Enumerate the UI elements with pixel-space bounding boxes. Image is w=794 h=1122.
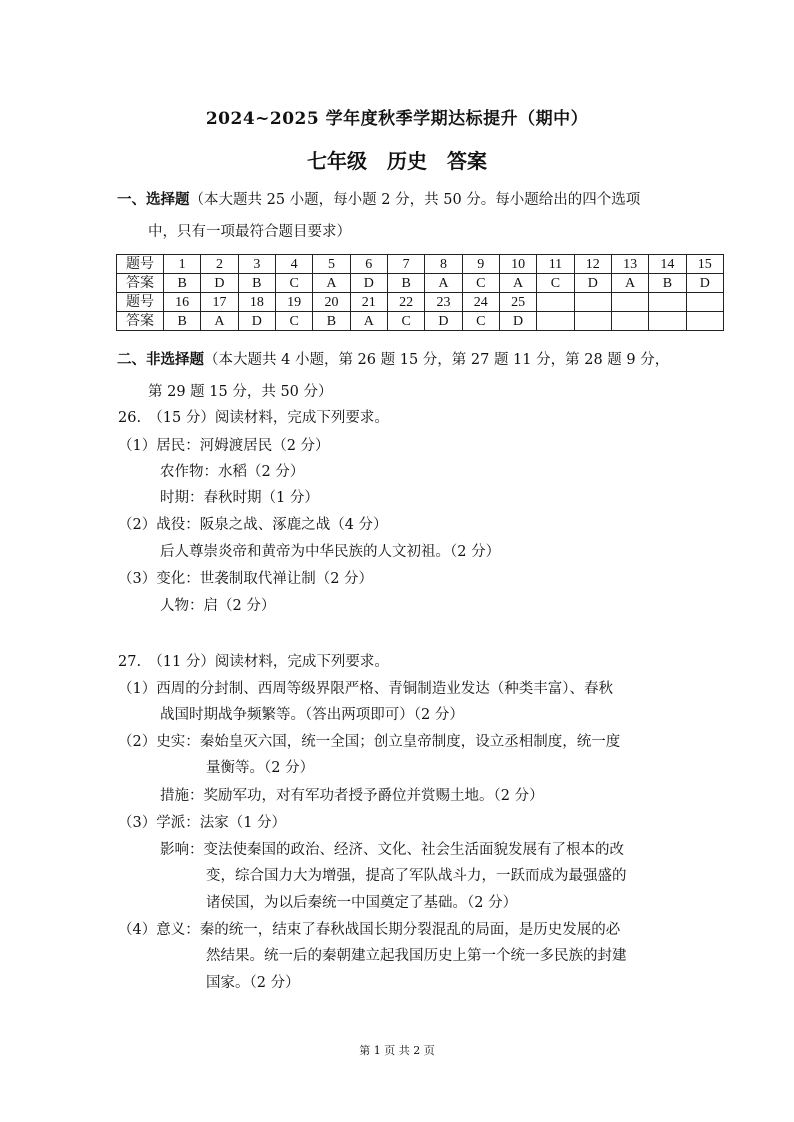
table-row <box>117 274 724 293</box>
q27-part3-line3: 变，综合国力大为增强，提高了军队战斗力，一跃而成为最强盛的 <box>206 868 627 884</box>
table-cell: 11 <box>537 255 574 274</box>
row-label-question: 题号 <box>117 255 164 274</box>
table-cell: 19 <box>275 293 312 312</box>
table-cell: 7 <box>387 255 424 274</box>
q26-part3-line2: 人物：启（2 分） <box>160 598 276 614</box>
q26-title: 26. （15 分）阅读材料，完成下列要求。 <box>118 410 389 426</box>
q26-part1-line1: （1）居民：河姆渡居民（2 分） <box>118 438 330 454</box>
table-cell: B <box>164 312 201 331</box>
q27-part4-line3: 国家。（2 分） <box>206 975 300 991</box>
q26-part1-line3: 时期：春秋时期（1 分） <box>160 490 319 506</box>
section2-desc-line1: （本大题共 4 小题，第 26 题 15 分，第 27 题 11 分，第 28 题 9 分， <box>204 352 670 368</box>
table-cell: C <box>387 312 424 331</box>
table-cell: B <box>164 274 201 293</box>
table-cell: A <box>611 274 648 293</box>
table-cell: D <box>686 274 723 293</box>
q27-part3-line1: （3）学派：法家（1 分） <box>118 815 287 831</box>
table-cell <box>686 312 723 331</box>
q27-part4-line1: （4）意义：秦的统一，结束了春秋战国长期分裂混乱的局面，是历史发展的必 <box>118 922 621 938</box>
table-cell: 21 <box>350 293 387 312</box>
row-label-answer: 答案 <box>117 312 164 331</box>
q26-part3-line1: （3）变化：世袭制取代禅让制（2 分） <box>118 571 374 587</box>
table-cell: C <box>462 274 499 293</box>
table-row <box>117 255 724 274</box>
table-cell: 15 <box>686 255 723 274</box>
table-cell <box>649 312 686 331</box>
table-cell: 8 <box>425 255 462 274</box>
table-cell: A <box>201 312 238 331</box>
section1-desc-line2: 中，只有一项最符合题目要求） <box>148 224 351 240</box>
table-cell <box>611 312 648 331</box>
table-cell: 18 <box>238 293 275 312</box>
q27-part2-line1: （2）史实：秦始皇灭六国，统一全国；创立皇帝制度，设立丞相制度，统一度 <box>118 734 621 750</box>
page-number: 第 1 页 共 2 页 <box>359 1044 435 1057</box>
table-cell: 24 <box>462 293 499 312</box>
table-cell: 5 <box>313 255 350 274</box>
table-cell: D <box>238 312 275 331</box>
table-cell: 3 <box>238 255 275 274</box>
section1-line1 <box>117 190 640 210</box>
q27-part4-line2: 然结果。统一后的秦朝建立起我国历史上第一个统一多民族的封建 <box>206 948 627 964</box>
table-cell: 14 <box>649 255 686 274</box>
table-cell <box>574 293 611 312</box>
table-cell: 13 <box>611 255 648 274</box>
q27-title: 27. （11 分）阅读材料，完成下列要求。 <box>118 654 389 670</box>
table-cell: 25 <box>499 293 536 312</box>
table-cell: D <box>425 312 462 331</box>
table-row <box>117 293 724 312</box>
table-cell: D <box>574 274 611 293</box>
table-cell <box>611 293 648 312</box>
section1-desc-line1: （本大题共 25 小题，每小题 2 分，共 50 分。每小题给出的四个选项 <box>189 192 641 208</box>
q27-part2-line3: 措施：奖励军功，对有军功者授予爵位并赏赐土地。（2 分） <box>160 788 544 804</box>
table-cell: A <box>350 312 387 331</box>
table-cell: C <box>462 312 499 331</box>
section2-desc-line2: 第 29 题 15 分，共 50 分） <box>148 384 333 400</box>
table-cell: D <box>499 312 536 331</box>
section2-heading: 二、非选择题 <box>117 351 204 368</box>
table-cell: 10 <box>499 255 536 274</box>
q27-part2-line2: 量衡等。（2 分） <box>206 760 315 776</box>
document-title: 2024~2025 学年度秋季学期达标提升（期中） <box>205 109 589 129</box>
table-cell: 6 <box>350 255 387 274</box>
table-cell: C <box>275 312 312 331</box>
table-cell: 12 <box>574 255 611 274</box>
table-cell: 22 <box>387 293 424 312</box>
table-cell: A <box>499 274 536 293</box>
document-subtitle: 七年级 历史 答案 <box>307 149 487 173</box>
section2-line1 <box>117 350 669 370</box>
table-cell: 2 <box>201 255 238 274</box>
table-cell <box>686 293 723 312</box>
table-cell: 9 <box>462 255 499 274</box>
table-cell: C <box>537 274 574 293</box>
q27-part1-line1: （1）西周的分封制、西周等级界限严格、青铜制造业发达（种类丰富）、春秋 <box>118 681 613 697</box>
q26-part2-line1: （2）战役：阪泉之战、涿鹿之战（4 分） <box>118 517 388 533</box>
table-cell: 16 <box>164 293 201 312</box>
table-cell: 23 <box>425 293 462 312</box>
table-cell: B <box>313 312 350 331</box>
row-label-question: 题号 <box>117 293 164 312</box>
table-cell: 4 <box>275 255 312 274</box>
table-cell: A <box>425 274 462 293</box>
table-cell <box>574 312 611 331</box>
table-cell <box>537 312 574 331</box>
table-cell: B <box>649 274 686 293</box>
q26-part2-line2: 后人尊崇炎帝和黄帝为中华民族的人文初祖。（2 分） <box>160 544 501 560</box>
q27-part3-line4: 诸侯国，为以后秦统一中国奠定了基础。（2 分） <box>206 895 518 911</box>
table-cell: 20 <box>313 293 350 312</box>
section1-heading: 一、选择题 <box>117 191 190 208</box>
q27-part1-line2: 战国时期战争频繁等。（答出两项即可）（2 分） <box>160 707 464 723</box>
table-cell: B <box>238 274 275 293</box>
table-cell: C <box>275 274 312 293</box>
table-cell: A <box>313 274 350 293</box>
q27-part3-line2: 影响：变法使秦国的政治、经济、文化、社会生活面貌发展有了根本的改 <box>160 842 624 858</box>
table-cell: 1 <box>164 255 201 274</box>
table-cell <box>649 293 686 312</box>
table-row <box>117 312 724 331</box>
table-cell: D <box>350 274 387 293</box>
table-cell: 17 <box>201 293 238 312</box>
table-cell: B <box>387 274 424 293</box>
answer-table <box>116 254 724 331</box>
row-label-answer: 答案 <box>117 274 164 293</box>
q26-part1-line2: 农作物：水稻（2 分） <box>160 464 305 480</box>
table-cell <box>537 293 574 312</box>
table-cell: D <box>201 274 238 293</box>
